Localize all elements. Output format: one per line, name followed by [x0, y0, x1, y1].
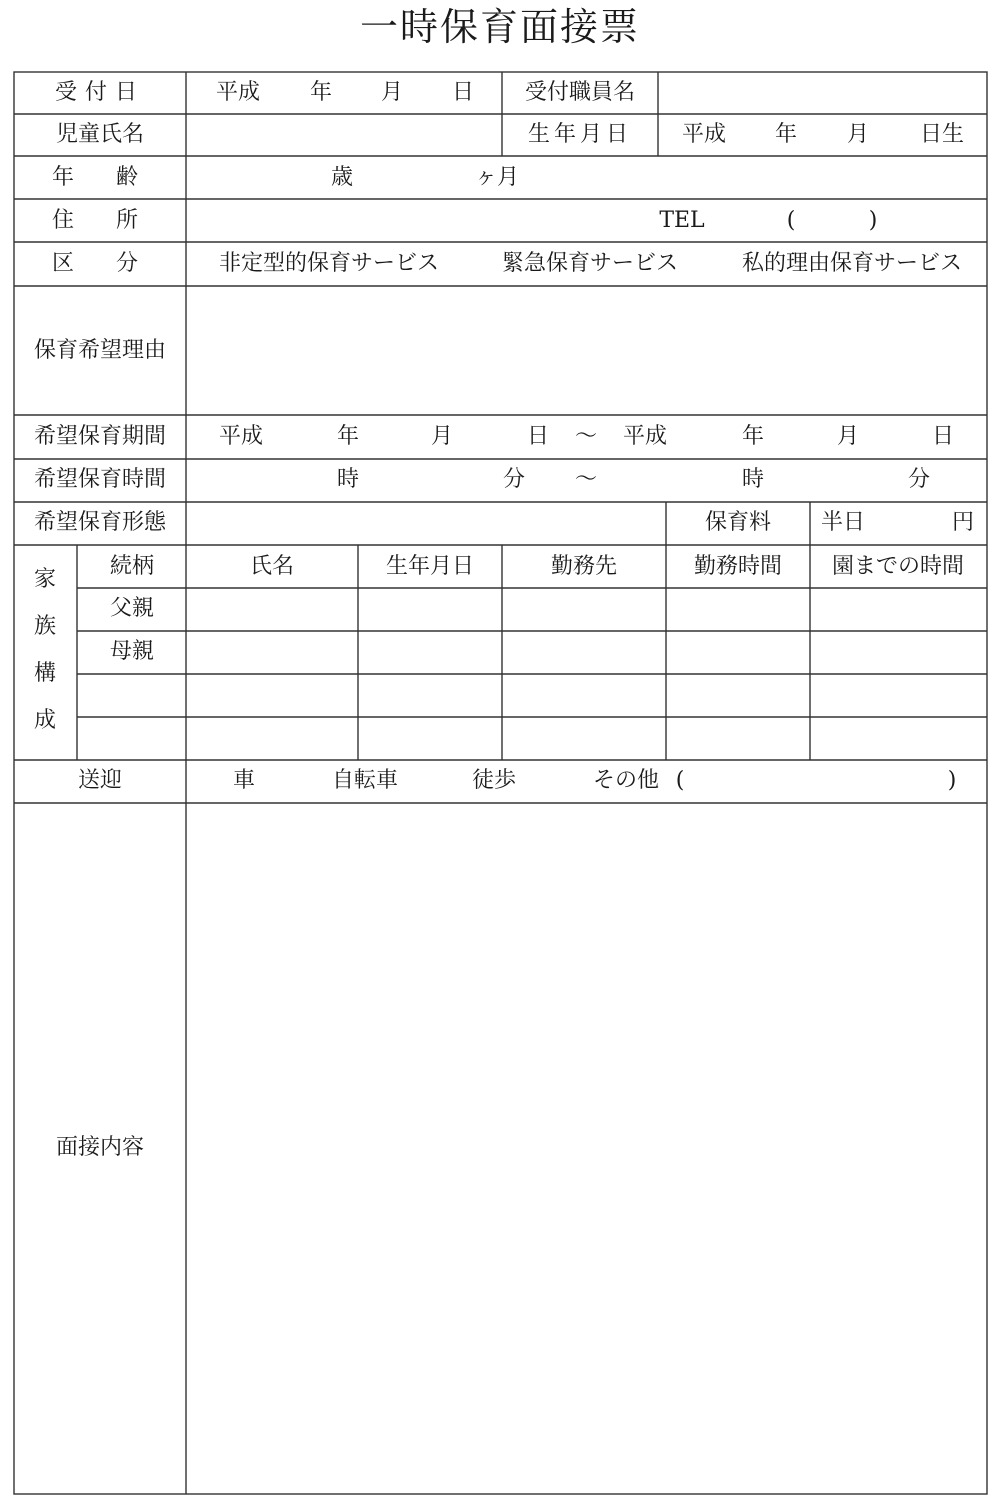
- family-header-commute-time: 園までの時間: [831, 554, 965, 579]
- period-end-era: 平成: [622, 424, 668, 449]
- address-field[interactable]: [188, 201, 648, 240]
- family-header-birthdate: 生年月日: [385, 554, 475, 579]
- period-end-day-unit: 日: [931, 424, 955, 449]
- form-field[interactable]: [188, 504, 664, 543]
- reception-era: 平成: [215, 80, 261, 105]
- hours-start-minute-unit: 分: [502, 467, 526, 492]
- family-relation-mother: 母親: [109, 639, 155, 664]
- hours-end-minute-unit: 分: [907, 467, 931, 492]
- period-start-day-unit: 日: [526, 424, 550, 449]
- transport-label: 送迎: [77, 768, 123, 793]
- form-label: 希望保育形態: [33, 510, 167, 535]
- period-start-era: 平成: [218, 424, 264, 449]
- reception-year-unit: 年: [309, 80, 333, 105]
- period-start-year-unit: 年: [336, 424, 360, 449]
- family-entry-cells[interactable]: [188, 590, 985, 758]
- category-option-atypical[interactable]: 非定型的保育サービス: [218, 251, 440, 276]
- transport-paren-open: (: [675, 768, 685, 793]
- age-months-unit: ヶ月: [474, 165, 520, 190]
- reception-month-unit: 月: [380, 80, 404, 105]
- hours-tilde: ～: [574, 467, 598, 492]
- family-relation-father: 父親: [109, 596, 155, 621]
- period-tilde: ～: [574, 424, 598, 449]
- reception-day-unit: 日: [451, 80, 475, 105]
- birth-era: 平成: [681, 122, 727, 147]
- family-label-char: 成: [33, 708, 56, 733]
- period-label: 希望保育期間: [33, 424, 167, 449]
- hours-label: 希望保育時間: [33, 467, 167, 492]
- reception-date-label: 受付日: [54, 80, 146, 105]
- tel-paren-close: ): [868, 208, 878, 233]
- transport-option-car[interactable]: 車: [232, 768, 256, 793]
- reason-field[interactable]: [188, 288, 985, 413]
- category-label: 区 分: [51, 251, 149, 276]
- age-label: 年 齢: [51, 165, 149, 190]
- fee-yen-unit: 円: [951, 510, 975, 535]
- fee-half-day: 半日: [820, 510, 866, 535]
- family-label-char: 族: [33, 614, 56, 639]
- birthdate-label: 生年月日: [527, 122, 633, 147]
- transport-paren-close: ): [947, 768, 957, 793]
- family-header-work-hours: 勤務時間: [693, 554, 783, 579]
- birth-day-suffix: 日生: [919, 122, 965, 147]
- reason-label: 保育希望理由: [33, 338, 167, 363]
- transport-option-bicycle[interactable]: 自転車: [331, 768, 399, 793]
- child-name-field[interactable]: [188, 116, 500, 154]
- family-header-name: 氏名: [249, 554, 295, 579]
- tel-label: TEL: [659, 208, 705, 233]
- interview-content-field[interactable]: [188, 805, 985, 1492]
- category-option-emergency[interactable]: 緊急保育サービス: [501, 251, 679, 276]
- family-label-char: 家: [33, 567, 56, 592]
- address-label: 住 所: [51, 208, 149, 233]
- age-years-unit: 歳: [330, 165, 354, 190]
- family-header-relation: 続柄: [109, 554, 155, 579]
- hours-end-hour-unit: 時: [741, 467, 765, 492]
- family-header-workplace: 勤務先: [550, 554, 618, 579]
- period-end-month-unit: 月: [836, 424, 860, 449]
- period-end-year-unit: 年: [741, 424, 765, 449]
- fee-label: 保育料: [704, 510, 772, 535]
- reception-staff-label: 受付職員名: [524, 80, 636, 105]
- interview-label: 面接内容: [55, 1135, 145, 1160]
- family-label-char: 構: [33, 661, 56, 686]
- child-name-label: 児童氏名: [55, 122, 145, 147]
- reception-staff-field[interactable]: [660, 74, 985, 112]
- category-option-private[interactable]: 私的理由保育サービス: [741, 251, 963, 276]
- hours-start-hour-unit: 時: [336, 467, 360, 492]
- transport-option-walk[interactable]: 徒歩: [471, 768, 517, 793]
- birth-year-unit: 年: [774, 122, 798, 147]
- transport-option-other[interactable]: その他: [592, 768, 660, 793]
- birth-month-unit: 月: [846, 122, 870, 147]
- page-title: 一時保育面接票: [359, 5, 640, 49]
- tel-paren-open: (: [786, 208, 796, 233]
- period-start-month-unit: 月: [430, 424, 454, 449]
